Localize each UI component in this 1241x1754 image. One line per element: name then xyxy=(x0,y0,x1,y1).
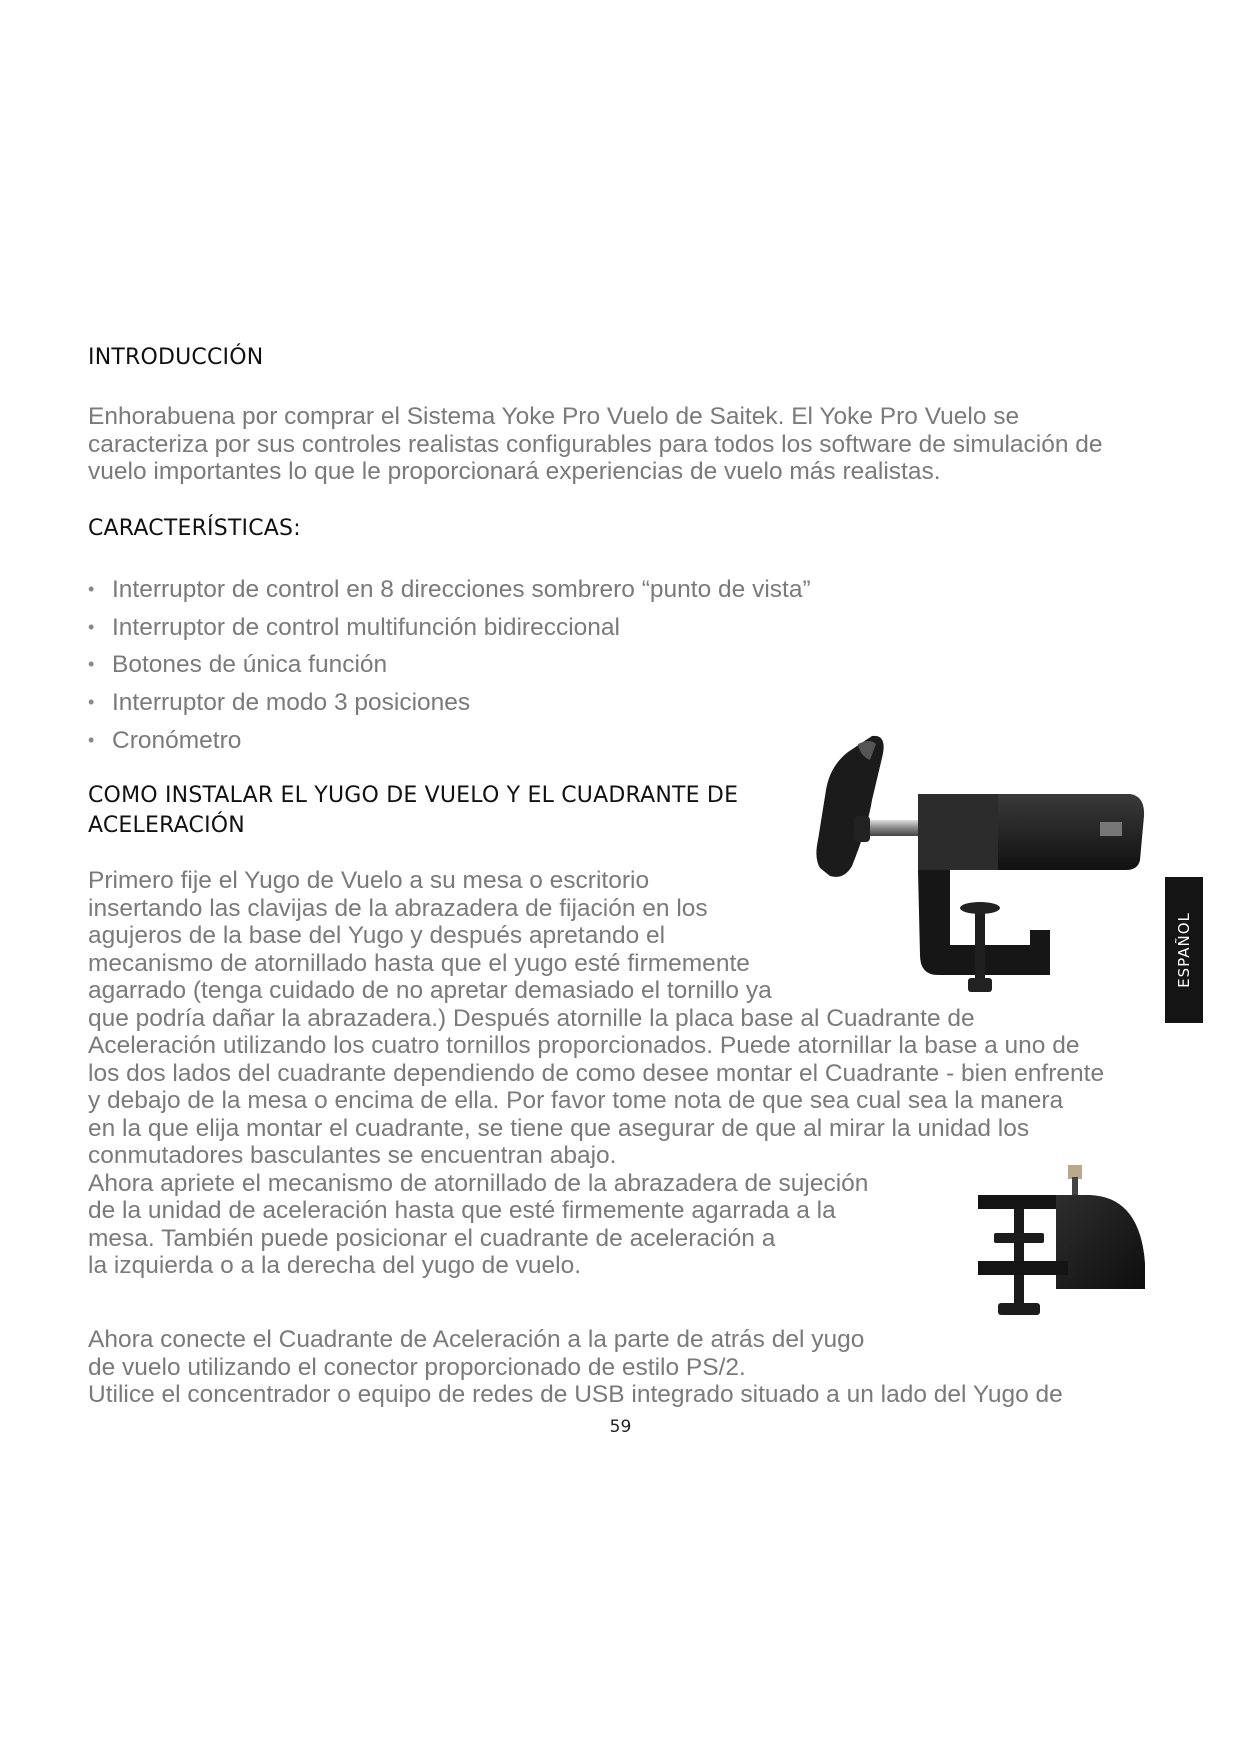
install-line: mecanismo de atornillado hasta que el yugo esté firmemente xyxy=(88,949,750,977)
install-line: los dos lados del cuadrante dependiendo de como desee montar el Cuadrante - bien enfrente xyxy=(88,1059,1105,1087)
list-item xyxy=(88,609,811,647)
feature-text: Cronómetro xyxy=(112,726,242,754)
install-line: conmutadores basculantes se encuentran abajo. xyxy=(88,1142,617,1169)
connect-line: Utilice el concentrador o equipo de redes de USB integrado situado a un lado del Yugo de xyxy=(88,1381,1063,1408)
install-line: Primero fije el Yugo de Vuelo a su mesa o escritorio xyxy=(88,867,650,894)
install-line: Aceleración utilizando los cuatro tornillos proporcionados. Puede atornillar la base a uno de xyxy=(88,1032,1080,1059)
install-line: la izquierda o a la derecha del yugo de vuelo. xyxy=(88,1252,582,1279)
install-line: y debajo de la mesa o encima de ella. Por favor tome nota de que sea cual sea la manera xyxy=(88,1087,1064,1114)
feature-text: Interruptor de control multifunción bidireccional xyxy=(112,613,620,641)
list-item xyxy=(88,571,811,609)
bullet-icon: • xyxy=(88,579,95,599)
intro-line: caracteriza por sus controles realistas configurables para todos los software de simulación de xyxy=(88,430,1103,458)
intro-paragraph xyxy=(88,403,1103,486)
install-line: mesa. También puede posicionar el cuadrante de aceleración a xyxy=(88,1224,776,1252)
feature-text: Interruptor de modo 3 posiciones xyxy=(112,689,471,717)
bullet-icon: • xyxy=(88,616,95,637)
yoke-illustration xyxy=(800,730,1160,1000)
list-item xyxy=(88,684,811,722)
install-line: agujeros de la base del Yugo y después apretando el xyxy=(88,922,666,949)
bullet-icon: • xyxy=(88,692,95,713)
feature-text: Botones de única función xyxy=(112,651,388,679)
intro-line: vuelo importantes lo que le proporcionará experiencias de vuelo más realistas. xyxy=(88,458,941,485)
features-list xyxy=(88,571,811,759)
bullet-icon: • xyxy=(88,654,95,675)
heading-introduccion: INTRODUCCIÓN xyxy=(88,345,264,370)
connect-paragraph xyxy=(88,1326,1063,1409)
page-number: 59 xyxy=(609,1417,632,1437)
heading-caracteristicas: CARACTERÍSTICAS: xyxy=(88,516,301,541)
install-line: insertando las clavijas de la abrazadera de fijación en los xyxy=(88,894,708,922)
heading-instalar-line: ACELERACIÓN xyxy=(88,813,245,838)
intro-line: Enhorabuena por comprar el Sistema Yoke Pro Vuelo de Saitek. El Yoke Pro Vuelo se xyxy=(88,403,1020,430)
heading-instalar-line: COMO INSTALAR EL YUGO DE VUELO Y EL CUADRANTE DE xyxy=(88,783,739,808)
list-item xyxy=(88,722,811,760)
list-item xyxy=(88,646,811,684)
install-line: Ahora apriete el mecanismo de atornillado de la abrazadera de sujeción xyxy=(88,1169,869,1197)
install-line: agarrado (tenga cuidado de no apretar demasiado el tornillo ya xyxy=(88,977,772,1004)
heading-instalar xyxy=(88,781,738,841)
connect-line: de vuelo utilizando el conector proporcionado de estilo PS/2. xyxy=(88,1353,746,1381)
install-line: que podría dañar la abrazadera.) Después atornille la placa base al Cuadrante de xyxy=(88,1004,975,1032)
language-tab-label: ESPAÑOL xyxy=(1175,912,1194,988)
throttle-quadrant-illustration xyxy=(970,1163,1160,1323)
feature-text: Interruptor de control en 8 direcciones sombrero “punto de vista” xyxy=(112,576,811,603)
language-tab xyxy=(1165,877,1203,1023)
bullet-icon: • xyxy=(88,729,95,750)
connect-line: Ahora conecte el Cuadrante de Aceleración a la parte de atrás del yugo xyxy=(88,1326,865,1353)
install-line: de la unidad de aceleración hasta que esté firmemente agarrada a la xyxy=(88,1197,836,1224)
install-line: en la que elija montar el cuadrante, se tiene que asegurar de que al mirar la unidad los xyxy=(88,1114,1030,1142)
